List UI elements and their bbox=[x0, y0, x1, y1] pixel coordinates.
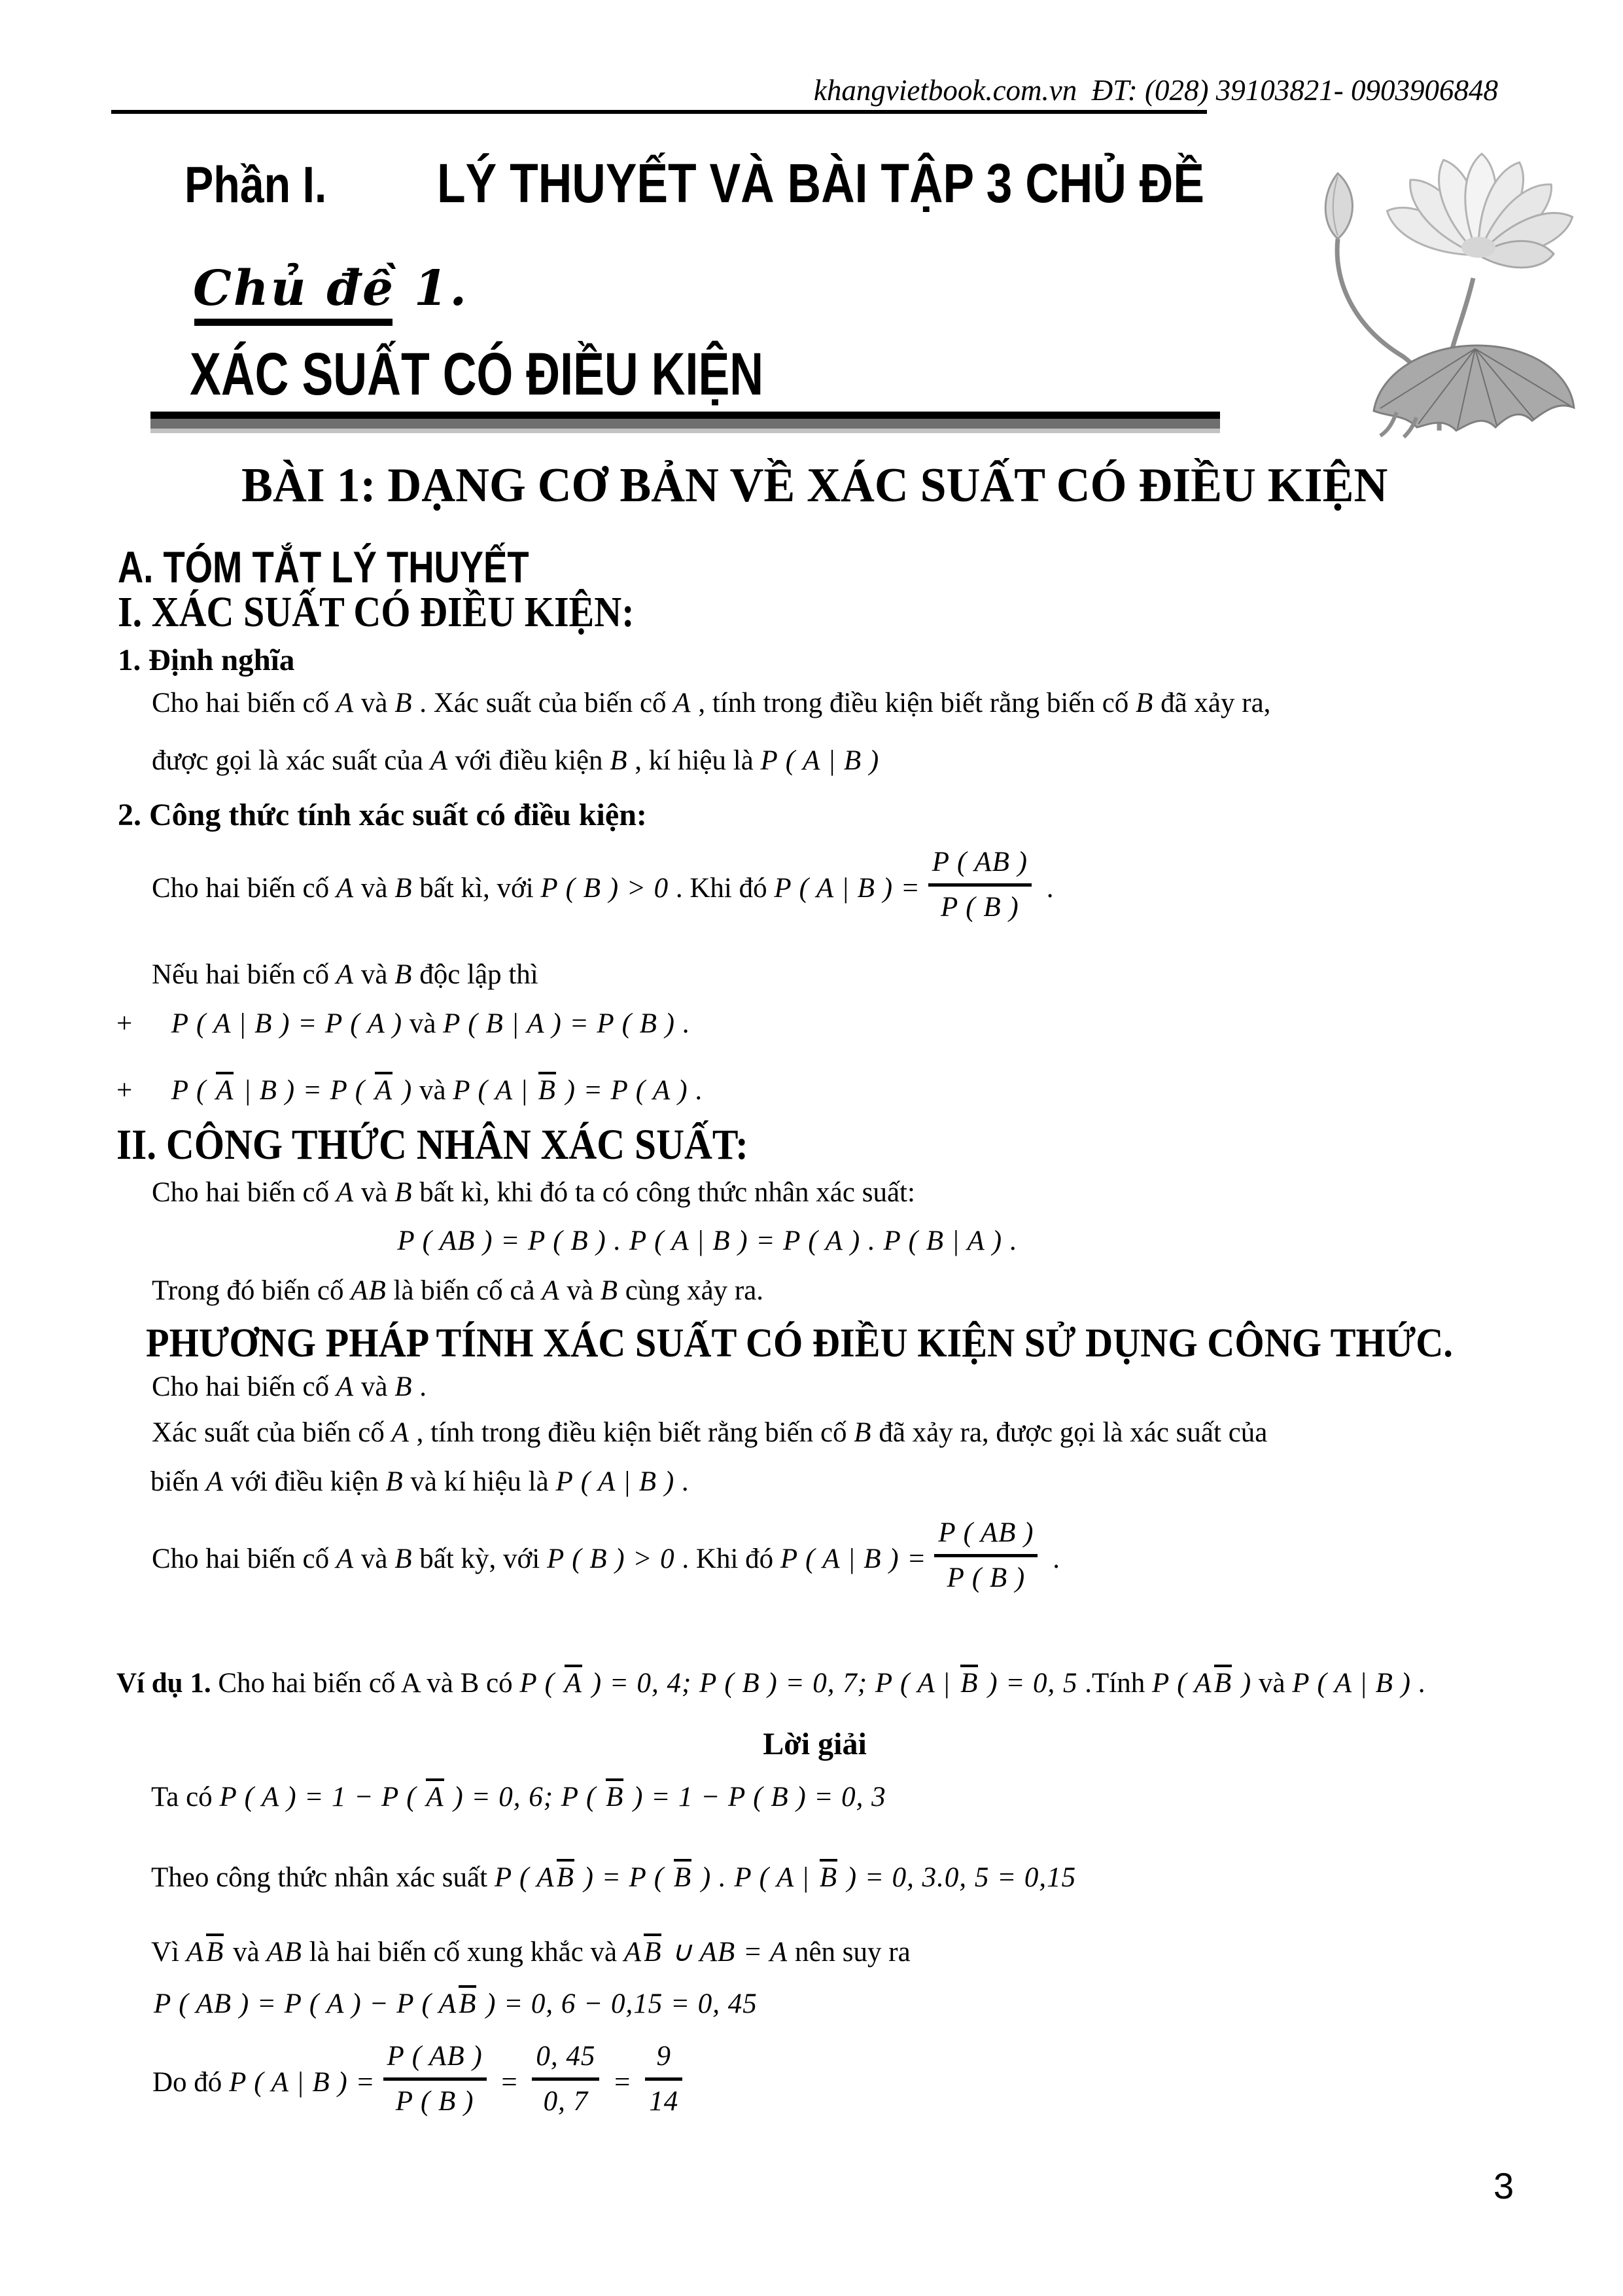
text-run: , kí hiệu là bbox=[627, 745, 761, 776]
text-run: Ta có bbox=[151, 1782, 220, 1812]
text-run: và bbox=[226, 1937, 267, 1968]
solution-line4 bbox=[154, 1988, 758, 2020]
text-run: biến bbox=[150, 1466, 206, 1497]
math-run: ) = 1 − P ( B ) = 0, 3 bbox=[625, 1782, 886, 1812]
math-run: P ( AB ) bbox=[938, 1517, 1034, 1548]
text-run: . bbox=[1410, 1668, 1425, 1699]
text-run: Cho hai biến cố bbox=[152, 1177, 336, 1208]
math-run: P ( B ) > 0 bbox=[540, 873, 669, 904]
fraction-denominator bbox=[645, 2084, 682, 2119]
math-run: B bbox=[854, 1417, 872, 1448]
fraction bbox=[928, 845, 1032, 925]
text-run: và kí hiệu là bbox=[403, 1466, 556, 1497]
formula2-heading: 2. Công thức tính xác suất có điều kiện: bbox=[118, 798, 647, 832]
lesson-title-text: BÀI 1: DẠNG CƠ BẢN VỀ XÁC SUẤT CÓ ĐIỀU KIỆN bbox=[241, 459, 1388, 512]
math-run: P ( A | B ) bbox=[760, 745, 880, 776]
solution-title-text: Lời giải bbox=[763, 1727, 867, 1761]
math-run: A bbox=[336, 873, 355, 904]
text-run: nên suy ra bbox=[788, 1937, 911, 1968]
text-run: Cho hai biến cố A và B có bbox=[211, 1668, 520, 1699]
fraction-numerator bbox=[934, 1515, 1038, 1551]
math-run: B bbox=[1136, 688, 1154, 718]
text-run: . bbox=[412, 1371, 427, 1402]
header-phone: ĐT: (028) 39103821- 0903906848 bbox=[1091, 74, 1498, 107]
fraction-numerator bbox=[645, 2039, 682, 2074]
text-run: và bbox=[412, 1075, 453, 1106]
text-run: và bbox=[1251, 1668, 1293, 1699]
example1-line bbox=[116, 1667, 1425, 1699]
math-run: B bbox=[394, 1177, 413, 1208]
part-row bbox=[184, 152, 1340, 215]
bullet-marker: + bbox=[116, 1008, 133, 1039]
math-run: 9 bbox=[656, 2041, 671, 2072]
solution-line1 bbox=[151, 1781, 886, 1813]
sectionII-line6 bbox=[152, 1517, 1060, 1602]
text-run: bất kỳ, với bbox=[412, 1544, 547, 1575]
divider-gray-bar bbox=[150, 419, 1220, 429]
math-run: P ( AB ) = P ( A ) − P ( A bbox=[154, 1988, 457, 2019]
math-run: ) = 0, 6; P ( bbox=[445, 1782, 604, 1812]
text-run: Theo công thức nhân xác suất bbox=[151, 1862, 495, 1893]
sectionII-line1 bbox=[152, 1176, 915, 1209]
topic-underline bbox=[194, 319, 393, 326]
math-run: ) = P ( A ) bbox=[557, 1075, 688, 1106]
math-run: B bbox=[394, 688, 413, 718]
text-run: Nếu hai biến cố bbox=[152, 959, 336, 990]
topic-title-text: XÁC SUẤT CÓ ĐIỀU KIỆN bbox=[190, 341, 764, 408]
math-run: A bbox=[623, 1937, 642, 1968]
text-run: với điều kiện bbox=[448, 745, 610, 776]
text-run: và bbox=[559, 1275, 601, 1306]
text-run: . bbox=[675, 1008, 689, 1039]
text-run: đã xảy ra, được gọi là xác suất của bbox=[871, 1417, 1268, 1448]
math-overbar: A bbox=[214, 1074, 236, 1106]
lesson-title bbox=[118, 458, 1512, 514]
fraction-denominator bbox=[383, 2084, 487, 2119]
math-run: A bbox=[673, 688, 691, 718]
math-run: P ( A | bbox=[453, 1075, 536, 1106]
solution-line5 bbox=[152, 2041, 690, 2125]
math-run: P ( A ) = 1 − P ( bbox=[219, 1782, 425, 1812]
math-overbar: B bbox=[536, 1074, 558, 1106]
sectionII-title-text: II. CÔNG THỨC NHÂN XÁC SUẤT: bbox=[116, 1121, 748, 1169]
text-run: bất kì, với bbox=[412, 873, 541, 904]
text-run: bất kì, khi đó ta có công thức nhân xác suất: bbox=[412, 1177, 915, 1208]
math-run: B bbox=[394, 1371, 413, 1402]
math-overbar: B bbox=[958, 1667, 980, 1699]
math-run: A bbox=[336, 1177, 355, 1208]
math-overbar: B bbox=[1212, 1667, 1234, 1699]
math-run: P ( A bbox=[1152, 1668, 1212, 1699]
fraction bbox=[532, 2039, 599, 2119]
math-run: ) = 0, 4; P ( B ) = 0, 7; P ( A | bbox=[584, 1668, 959, 1699]
text-run: . bbox=[1039, 873, 1054, 904]
math-overbar: B bbox=[604, 1781, 625, 1813]
fraction-bar bbox=[532, 2077, 599, 2081]
topic-title bbox=[190, 340, 926, 409]
fraction-bar bbox=[934, 1554, 1038, 1557]
math-overbar: B bbox=[204, 1936, 226, 1968]
fraction-bar bbox=[383, 2077, 487, 2081]
math-run: 0, 7 bbox=[543, 2085, 589, 2117]
text-run: . bbox=[688, 1075, 703, 1106]
math-run: A bbox=[186, 1937, 205, 1968]
text-run: và bbox=[354, 1371, 395, 1402]
bullet2-content bbox=[171, 1075, 702, 1106]
fraction-denominator bbox=[928, 890, 1032, 925]
text-run: . bbox=[1002, 1226, 1017, 1256]
math-run: ) = 0, 3.0, 5 = 0,15 bbox=[839, 1862, 1077, 1893]
method-heading-text: PHƯƠNG PHÁP TÍNH XÁC SUẤT CÓ ĐIỀU KIỆN SỬ DỤNG CÔNG THỨC. bbox=[146, 1321, 1453, 1366]
text-run: . Xác suất của biến cố bbox=[412, 688, 674, 718]
math-run: A bbox=[336, 1544, 355, 1575]
page-number: 3 bbox=[1493, 2165, 1514, 2206]
divider-light-bar bbox=[150, 429, 1220, 433]
fraction bbox=[383, 2039, 487, 2119]
text-run: cùng xảy ra. bbox=[618, 1275, 764, 1306]
math-run: P ( bbox=[171, 1075, 215, 1106]
math-run: ) . P ( A | bbox=[693, 1862, 818, 1893]
text-run: . bbox=[1045, 1544, 1060, 1575]
math-run: P ( A | B ) = bbox=[774, 873, 920, 904]
math-run: A bbox=[336, 688, 355, 718]
text-run: .Tính bbox=[1077, 1668, 1153, 1699]
math-overbar: B bbox=[642, 1936, 663, 1968]
fraction bbox=[934, 1515, 1038, 1596]
math-overbar: B bbox=[818, 1862, 839, 1894]
text-run: Vì bbox=[151, 1937, 186, 1968]
math-run: P ( B ) > 0 bbox=[546, 1544, 675, 1575]
divider-black-bar bbox=[150, 412, 1220, 419]
text-run: là biến cố cả bbox=[386, 1275, 542, 1306]
solution-line3 bbox=[151, 1935, 911, 1968]
math-run: | B ) = P ( bbox=[236, 1075, 373, 1106]
math-overbar: B bbox=[555, 1862, 576, 1894]
math-run: P ( AB ) bbox=[387, 2041, 483, 2072]
bullet1-content bbox=[171, 1008, 689, 1039]
method-heading bbox=[146, 1320, 1536, 1367]
part-label: Phần I. bbox=[184, 156, 327, 213]
bullet-marker: + bbox=[116, 1075, 133, 1106]
text-run: và bbox=[402, 1008, 444, 1039]
math-run: ) bbox=[1234, 1668, 1252, 1699]
text-run: Trong đó biến cố bbox=[152, 1275, 351, 1306]
math-run: A bbox=[336, 959, 355, 990]
fraction-bar bbox=[645, 2077, 682, 2081]
text-run: với điều kiện bbox=[224, 1466, 386, 1497]
header-rule bbox=[111, 110, 1207, 114]
math-overbar: B bbox=[672, 1862, 693, 1894]
math-run: B bbox=[385, 1466, 404, 1497]
math-run: A bbox=[542, 1275, 560, 1306]
text-run: độc lập thì bbox=[412, 959, 538, 990]
math-run: P ( B ) bbox=[941, 891, 1019, 923]
text-run: và bbox=[354, 688, 395, 718]
fraction-denominator bbox=[532, 2084, 599, 2119]
math-run: A bbox=[205, 1466, 224, 1497]
math-run: B bbox=[394, 959, 413, 990]
text-run: , tính trong điều kiện biết rằng biến cố bbox=[691, 688, 1136, 718]
math-run: P ( A | B ) = bbox=[780, 1544, 927, 1575]
math-run: ) bbox=[394, 1075, 413, 1106]
math-run: B bbox=[394, 873, 413, 904]
bullet-line-2 bbox=[116, 1074, 702, 1106]
part-title: LÝ THUYẾT VÀ BÀI TẬP 3 CHỦ ĐỀ bbox=[437, 152, 1205, 214]
math-run: P ( A | B ) = bbox=[229, 2067, 375, 2098]
math-run: B bbox=[600, 1275, 618, 1306]
text-run: = bbox=[607, 2067, 638, 2098]
definition-line1 bbox=[152, 687, 1270, 719]
header-website: khangvietbook.com.vn bbox=[813, 74, 1077, 107]
math-overbar: A bbox=[373, 1074, 394, 1106]
sectionII-line5 bbox=[150, 1466, 689, 1498]
math-run: P ( A | B ) bbox=[1292, 1668, 1411, 1699]
math-run: ∪ AB = A bbox=[663, 1937, 788, 1968]
math-overbar: A bbox=[424, 1781, 445, 1813]
sectionI-title bbox=[118, 588, 705, 637]
text-run: . Khi đó bbox=[674, 1544, 780, 1575]
math-run: P ( bbox=[519, 1668, 563, 1699]
text-run: Cho hai biến cố bbox=[152, 1544, 336, 1575]
bullet-line-1 bbox=[116, 1008, 689, 1040]
text-run: và bbox=[354, 1544, 395, 1575]
math-run: A bbox=[391, 1417, 410, 1448]
text-run: được gọi là xác suất của bbox=[152, 745, 430, 776]
text-run: Do đó bbox=[152, 2067, 230, 2098]
fraction-numerator bbox=[928, 845, 1032, 880]
math-run: ) = 0, 6 − 0,15 = 0, 45 bbox=[478, 1988, 758, 2019]
sectionII-line4 bbox=[152, 1417, 1267, 1449]
definition-line2 bbox=[152, 745, 879, 777]
math-run: P ( B ) bbox=[947, 1562, 1026, 1593]
solution-line2 bbox=[151, 1862, 1076, 1894]
sectionII-line3 bbox=[152, 1371, 427, 1403]
text-run: là hai biến cố xung khắc và bbox=[302, 1937, 624, 1968]
text-run: = bbox=[494, 2067, 525, 2098]
header-separator bbox=[1077, 74, 1092, 107]
math-run: P ( B ) bbox=[395, 2085, 474, 2117]
text-run: Cho hai biến cố bbox=[152, 1371, 336, 1402]
text-run: Cho hai biến cố bbox=[152, 688, 336, 718]
math-run: A bbox=[336, 1371, 355, 1402]
definition-heading: 1. Định nghĩa bbox=[118, 643, 295, 677]
formula2-line1 bbox=[152, 847, 1054, 931]
formula2-line2 bbox=[152, 959, 538, 991]
math-overbar: B bbox=[457, 1988, 478, 2020]
text-run: và bbox=[354, 1177, 395, 1208]
text-run: . Khi đó bbox=[669, 873, 775, 904]
math-run: P ( B | A ) = P ( B ) bbox=[443, 1008, 675, 1039]
text-run: và bbox=[354, 959, 395, 990]
math-run: ) = 0, 5 bbox=[980, 1668, 1078, 1699]
fraction-numerator bbox=[532, 2039, 599, 2074]
text-run: Ví dụ 1. bbox=[116, 1668, 211, 1699]
text-run: đã xảy ra, bbox=[1153, 688, 1271, 718]
math-run: B bbox=[394, 1544, 413, 1575]
math-run: AB bbox=[351, 1275, 387, 1306]
math-run: ) = P ( bbox=[576, 1862, 672, 1893]
math-run: B bbox=[610, 745, 628, 776]
fraction bbox=[645, 2039, 682, 2119]
text-run: , tính trong điều kiện biết rằng biến cố bbox=[409, 1417, 854, 1448]
section-divider bbox=[150, 412, 1220, 433]
sectionII-title bbox=[116, 1120, 818, 1170]
math-run: P ( A | B ) bbox=[555, 1466, 675, 1497]
text-run: Cho hai biến cố bbox=[152, 873, 336, 904]
sectionA-title bbox=[118, 542, 632, 593]
fraction-numerator bbox=[383, 2039, 487, 2074]
fraction-denominator bbox=[934, 1561, 1038, 1596]
text-run: . bbox=[674, 1466, 689, 1497]
math-run: AB bbox=[266, 1937, 302, 1968]
math-run: P ( AB ) bbox=[932, 847, 1028, 877]
math-run: P ( A | B ) = P ( A ) bbox=[171, 1008, 403, 1039]
math-run: 0, 45 bbox=[536, 2041, 596, 2072]
math-run: P ( AB ) = P ( B ) . P ( A | B ) = P ( A ) . P ( B | A ) bbox=[397, 1226, 1003, 1256]
math-run: A bbox=[430, 745, 448, 776]
multiplication-formula bbox=[118, 1225, 1512, 1257]
text-run: và bbox=[354, 873, 395, 904]
solution-title bbox=[118, 1726, 1512, 1762]
sectionA-title-text: A. TÓM TẮT LÝ THUYẾT bbox=[118, 542, 529, 592]
text-run: Xác suất của biến cố bbox=[152, 1417, 392, 1448]
topic-label: Chủ đề 1. bbox=[193, 260, 469, 317]
math-run: P ( A bbox=[494, 1862, 555, 1893]
sectionII-line2 bbox=[152, 1275, 763, 1307]
sectionI-title-text: I. XÁC SUẤT CÓ ĐIỀU KIỆN: bbox=[118, 588, 635, 636]
running-header bbox=[814, 73, 1498, 107]
math-overbar: A bbox=[563, 1667, 584, 1699]
math-run: 14 bbox=[649, 2085, 679, 2117]
fraction-bar bbox=[928, 883, 1032, 887]
